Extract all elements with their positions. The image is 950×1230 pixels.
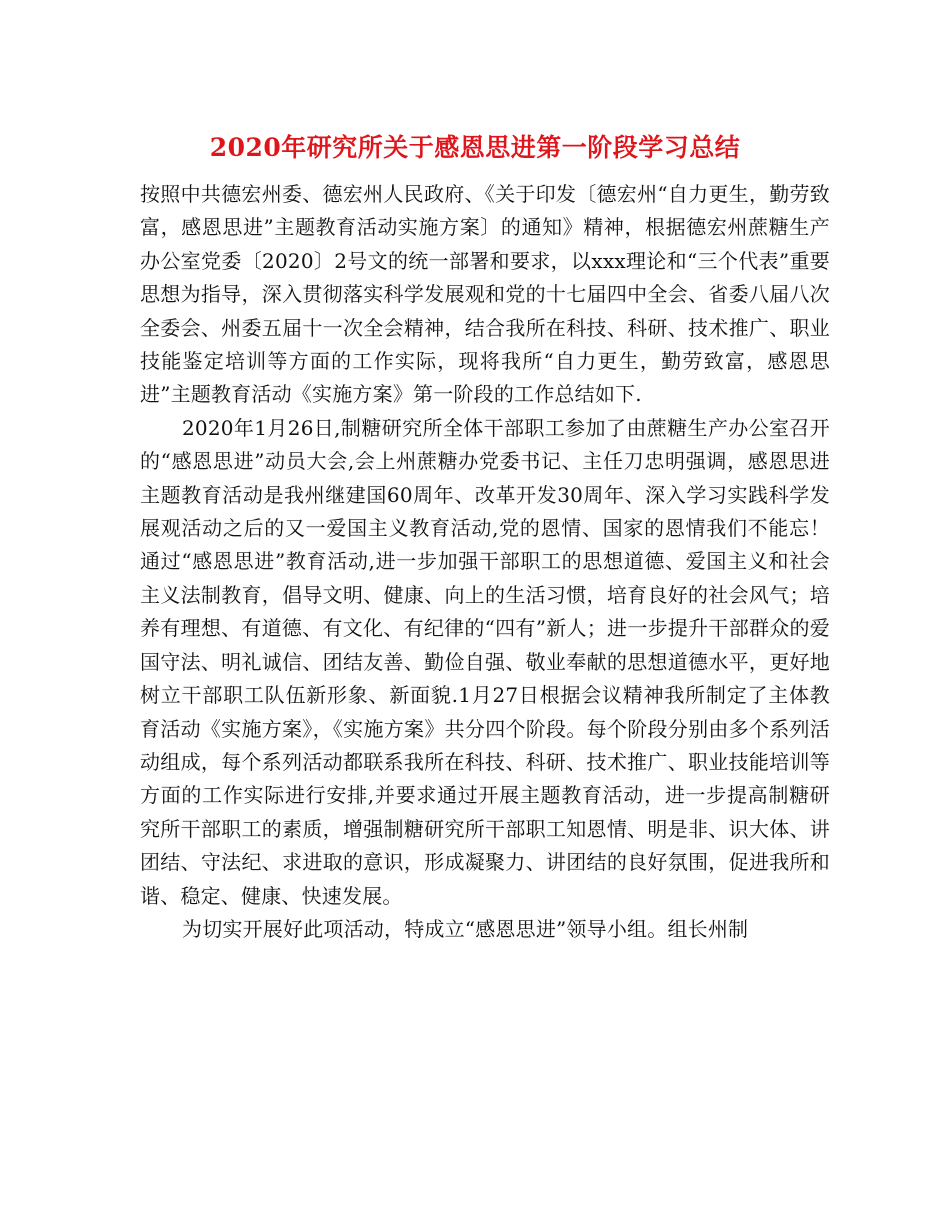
document-title: 2020年研究所关于感恩思进第一阶段学习总结 [209, 133, 741, 162]
paragraph-3: 为切实开展好此项活动，特成立“感恩思进”领导小组。组长州制 [182, 916, 749, 941]
paragraph-1: 按照中共德宏州委、德宏州人民政府、《关于印发〔德宏州“自力更生，勤劳致富，感恩思进”主题教育活动实施方案〕的通知》精神，根据德宏州蔗糖生产办公室党委〔2020〕2号文的统一部署和要求，以xxx理论和“三个代表”重要思想为指导，深入贯彻落实科学发展观和党的十七届四中全会、省委八届八次全委会、州委五届十一次全会精神，结合我所在科技、科研、技术推广、职业技能鉴定培训等方面的工作实际，现将我所“自力更生，勤劳致富，感恩思进”主题教育活动《实施方案》第一阶段的工作总结如下. [140, 182, 830, 407]
paragraph-2: 2020年1月26日,制糖研究所全体干部职工参加了由蔗糖生产办公室召开的“感恩思进”动员大会,会上州蔗糖办党委书记、主任刀忠明强调，感恩思进主题教育活动是我州继建国60周年、改革开发30周年、深入学习实践科学发展观活动之后的又一爱国主义教育活动,党的恩情、国家的恩情我们不能忘！通过“感恩思进”教育活动,进一步加强干部职工的思想道德、爱国主义和社会主义法制教育，倡导文明、健康、向上的生活习惯，培育良好的社会风气；培养有理想、有道德、有文化、有纪律的“四有”新人；进一步提升干部群众的爱国守法、明礼诚信、团结友善、勤俭自强、敬业奉献的思想道德水平，更好地树立干部职工队伍新形象、新面貌.1月27日根据会议精神我所制定了主体教育活动《实施方案》，《实施方案》共分四个阶段。每个阶段分别由多个系列活动组成，每个系列活动都联系我所在科技、科研、技术推广、职业技能培训等方面的工作实际进行安排,并要求通过开展主题教育活动，进一步提高制糖研究所干部职工的素质，增强制糖研究所干部职工知恩情、明是非、识大体、讲团结、守法纪、求进取的意识，形成凝聚力、讲团结的良好氛围，促进我所和谐、稳定、健康、快速发展。 [140, 415, 830, 908]
document-body [140, 178, 830, 946]
